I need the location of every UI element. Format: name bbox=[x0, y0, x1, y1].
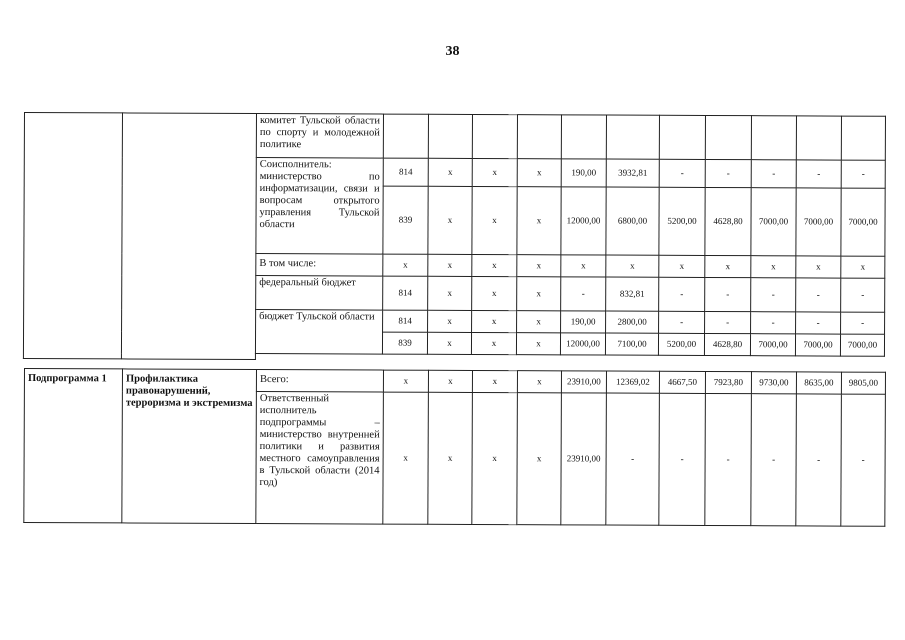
value-cell: х bbox=[517, 159, 561, 187]
value-cell: - bbox=[751, 278, 796, 312]
row-label: Соисполнитель: министерство по информатизации, связи и вопросам открытого управления Тульской области bbox=[256, 158, 383, 255]
value-cell: х bbox=[472, 158, 517, 186]
row-label: В том числе: bbox=[256, 254, 383, 277]
code-cell: х bbox=[383, 254, 428, 276]
value-cell: х bbox=[705, 255, 751, 277]
value-cell: - bbox=[751, 312, 796, 334]
subprogram-table bbox=[23, 368, 886, 527]
value-cell: х bbox=[428, 254, 472, 276]
value-cell: х bbox=[472, 254, 517, 276]
code-cell: х bbox=[383, 392, 429, 524]
value-cell: 23910,00 bbox=[561, 371, 606, 393]
value-cell: х bbox=[561, 255, 606, 277]
value-cell bbox=[517, 115, 561, 159]
budget-table-continued bbox=[23, 112, 886, 363]
code-cell: 814 bbox=[383, 276, 428, 310]
page-number: 38 bbox=[445, 44, 460, 59]
value-cell: 23910,00 bbox=[561, 393, 607, 525]
value-cell: 4628,80 bbox=[704, 333, 750, 355]
row-label: комитет Тульской области по спорту и молодежной политике bbox=[256, 114, 383, 159]
value-cell bbox=[561, 115, 606, 159]
value-cell: х bbox=[472, 186, 517, 254]
value-cell bbox=[606, 115, 659, 159]
value-cell: х bbox=[751, 256, 796, 278]
value-cell: 190,00 bbox=[561, 311, 606, 333]
value-cell: 3932,81 bbox=[606, 159, 659, 187]
value-cell: х bbox=[428, 158, 472, 186]
value-cell: х bbox=[516, 333, 560, 355]
value-cell: х bbox=[428, 310, 472, 332]
value-cell: х bbox=[428, 370, 472, 392]
value-cell: - bbox=[705, 277, 751, 311]
value-cell: х bbox=[427, 332, 471, 354]
value-cell: - bbox=[659, 277, 705, 311]
value-cell: х bbox=[517, 393, 562, 525]
value-cell bbox=[472, 114, 517, 158]
subprogram-title: Профилактика правонарушений, терроризма и экстремизма bbox=[122, 369, 257, 524]
value-cell bbox=[841, 116, 885, 160]
value-cell: х bbox=[606, 255, 659, 277]
subprogram-number: Подпрограмма 1 bbox=[24, 369, 123, 523]
value-cell: - bbox=[751, 394, 797, 526]
value-cell: х bbox=[428, 186, 472, 254]
value-cell: - bbox=[841, 160, 885, 188]
row-label: Ответственный исполнитель подпрограммы – министерство внутренней политики и развития местного самоуправления в Тульской области (2014 год) bbox=[256, 392, 384, 525]
value-cell: 832,81 bbox=[606, 277, 659, 311]
value-cell: - bbox=[796, 394, 842, 526]
value-cell: х bbox=[471, 332, 516, 354]
value-cell: 7100,00 bbox=[605, 333, 658, 355]
value-cell: 7000,00 bbox=[795, 334, 840, 356]
row-label: федеральный бюджет bbox=[256, 276, 383, 311]
value-cell: х bbox=[517, 371, 561, 393]
code-cell: 839 bbox=[382, 332, 427, 354]
value-cell: 9805,00 bbox=[841, 372, 885, 394]
row-label: Всего: bbox=[256, 370, 383, 393]
value-cell: 7000,00 bbox=[840, 334, 884, 356]
value-cell: 7000,00 bbox=[841, 188, 885, 256]
value-cell: 12000,00 bbox=[561, 187, 606, 255]
program-title-cell bbox=[121, 113, 256, 360]
program-cell bbox=[23, 113, 122, 359]
value-cell: 7000,00 bbox=[750, 334, 795, 356]
value-cell bbox=[659, 115, 705, 159]
value-cell: х bbox=[659, 255, 705, 277]
value-cell: х bbox=[472, 276, 517, 310]
code-cell: х bbox=[383, 370, 428, 392]
value-cell: 8635,00 bbox=[796, 372, 841, 394]
value-cell: - bbox=[659, 159, 705, 187]
value-cell: 5200,00 bbox=[659, 187, 705, 255]
value-cell: х bbox=[472, 392, 518, 524]
value-cell: х bbox=[428, 392, 473, 524]
value-cell: х bbox=[517, 187, 561, 255]
value-cell: х bbox=[796, 256, 841, 278]
value-cell: 7923,80 bbox=[705, 371, 751, 393]
value-cell: - bbox=[751, 160, 796, 188]
value-cell: 6800,00 bbox=[606, 187, 659, 255]
value-cell: 190,00 bbox=[561, 159, 606, 187]
value-cell: 4628,80 bbox=[705, 187, 751, 255]
value-cell bbox=[428, 114, 472, 158]
code-cell: 839 bbox=[383, 186, 428, 254]
value-cell: - bbox=[796, 278, 841, 312]
value-cell: 7000,00 bbox=[751, 188, 796, 256]
value-cell: - bbox=[841, 394, 886, 526]
value-cell: х bbox=[517, 255, 561, 277]
value-cell: х bbox=[841, 256, 885, 278]
value-cell: - bbox=[705, 311, 751, 333]
code-cell: 814 bbox=[383, 310, 428, 332]
value-cell: 12369,02 bbox=[606, 371, 659, 393]
value-cell: 12000,00 bbox=[560, 333, 605, 355]
value-cell: - bbox=[659, 393, 706, 525]
value-cell: 5200,00 bbox=[658, 333, 704, 355]
value-cell: х bbox=[472, 310, 517, 332]
value-cell bbox=[751, 116, 796, 160]
value-cell: - bbox=[841, 278, 885, 312]
table-row bbox=[24, 113, 885, 161]
value-cell: 7000,00 bbox=[796, 188, 841, 256]
value-cell bbox=[796, 116, 841, 160]
value-cell: - bbox=[841, 312, 885, 334]
code-cell bbox=[383, 114, 428, 158]
value-cell: х bbox=[517, 311, 561, 333]
row-label: бюджет Тульской области bbox=[255, 310, 382, 355]
value-cell: 4667,50 bbox=[659, 371, 705, 393]
value-cell bbox=[705, 115, 751, 159]
value-cell: - bbox=[561, 277, 606, 311]
value-cell: х bbox=[472, 370, 517, 392]
value-cell: х bbox=[517, 277, 561, 311]
value-cell: - bbox=[796, 312, 841, 334]
value-cell: 9730,00 bbox=[751, 372, 796, 394]
code-cell: 814 bbox=[383, 158, 428, 186]
value-cell: х bbox=[428, 276, 472, 310]
value-cell: - bbox=[606, 393, 660, 525]
value-cell: - bbox=[659, 311, 705, 333]
value-cell: - bbox=[796, 160, 841, 188]
value-cell: 2800,00 bbox=[606, 311, 659, 333]
value-cell: - bbox=[705, 159, 751, 187]
table-row bbox=[24, 369, 885, 395]
value-cell: - bbox=[705, 393, 752, 525]
